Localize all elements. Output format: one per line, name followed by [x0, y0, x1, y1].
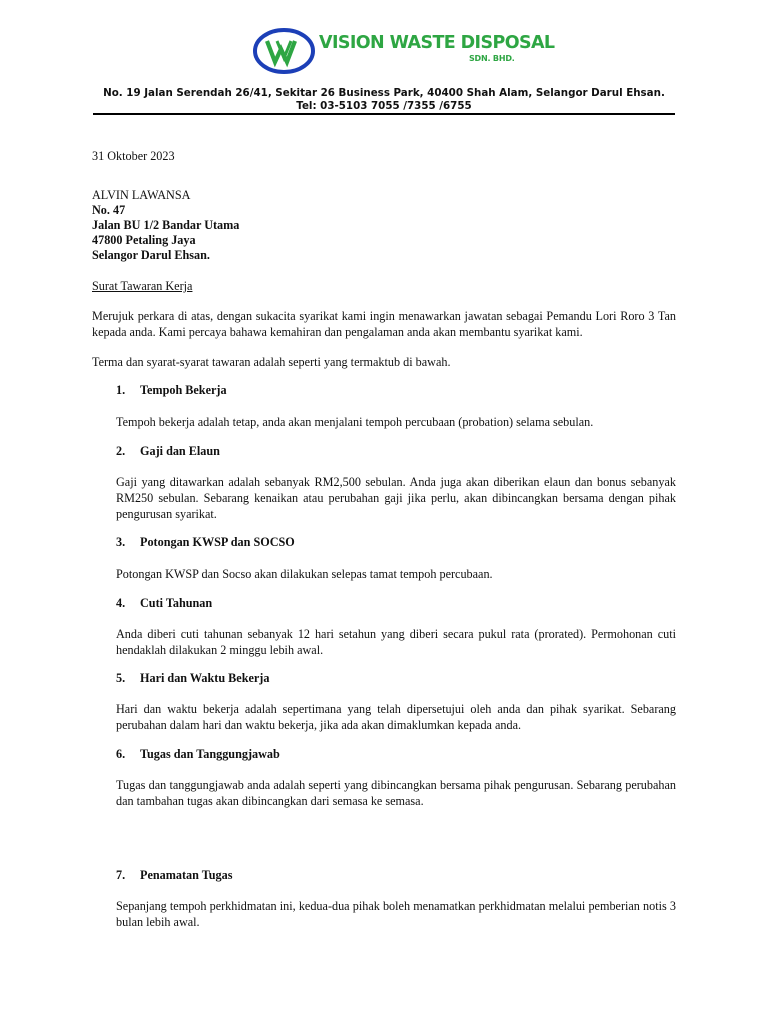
section-text: Tempoh bekerja adalah tetap, anda akan menjalani tempoh percubaan (probation) selama sebulan. [116, 415, 594, 429]
section-number: 5. [116, 671, 126, 685]
company-address: No. 19 Jalan Serendah 26/41, Sekitar 26 Business Park, 40400 Shah Alam, Selangor Darul Ehsan. [103, 87, 665, 99]
section-title: Cuti Tahunan [140, 596, 213, 610]
recipient-address-line: 47800 Petaling Jaya [92, 233, 196, 247]
section-number: 3. [116, 535, 126, 549]
letter-subject: Surat Tawaran Kerja [92, 279, 193, 293]
recipient-name: ALVIN LAWANSA [92, 188, 191, 202]
section-title: Tugas dan Tanggungjawab [140, 747, 280, 761]
section-number: 4. [116, 596, 126, 610]
section-number: 6. [116, 747, 126, 761]
section-title: Hari dan Waktu Bekerja [140, 671, 270, 685]
section-number: 1. [116, 383, 126, 397]
vw-logo-icon [253, 28, 315, 74]
company-phone: Tel: 03-5103 7055 /7355 /6755 [296, 100, 472, 112]
section-title: Potongan KWSP dan SOCSO [140, 535, 295, 549]
recipient-address-line: Jalan BU 1/2 Bandar Utama [92, 218, 240, 232]
section-title: Tempoh Bekerja [140, 383, 227, 397]
section-number: 7. [116, 868, 126, 882]
company-suffix: SDN. BHD. [469, 54, 515, 63]
section-text: Hari dan waktu bekerja adalah sepertimana yang telah dipersetujui oleh anda dan pihak syarikat. Sebarang perubahan dalam hari dan waktu bekerja, jika ada akan dimaklumkan kepada anda. [116, 702, 676, 732]
section-number: 2. [116, 444, 126, 458]
section-text: Sepanjang tempoh perkhidmatan ini, kedua-dua pihak boleh menamatkan perkhidmatan melalui pemberian notis 3 bulan lebih awal. [116, 899, 676, 929]
section-title: Gaji dan Elaun [140, 444, 220, 458]
company-name: VISION WASTE DISPOSAL [319, 33, 555, 53]
letterhead-divider [93, 113, 675, 115]
terms-intro: Terma dan syarat-syarat tawaran adalah seperti yang termaktub di bawah. [92, 355, 451, 369]
section-text: Gaji yang ditawarkan adalah sebanyak RM2,500 sebulan. Anda juga akan diberikan elaun dan bonus sebanyak RM250 sebulan. Sebarang kenaikan atau perubahan gaji jika perlu, akan dibincangkan bersama dengan pihak pengurusan syarikat. [116, 475, 676, 521]
section-text: Anda diberi cuti tahunan sebanyak 12 hari setahun yang diberi secara pukul rata (prorated). Permohonan cuti hendaklah dilakukan 2 minggu lebih awal. [116, 627, 676, 657]
section-text: Potongan KWSP dan Socso akan dilakukan selepas tamat tempoh percubaan. [116, 567, 493, 581]
section-title: Penamatan Tugas [140, 868, 233, 882]
intro-paragraph: Merujuk perkara di atas, dengan sukacita syarikat kami ingin menawarkan jawatan sebagai Pemandu Lori Roro 3 Tan kepada anda. Kami percaya bahawa kemahiran dan pengalaman anda akan membantu syarikat kami. [92, 309, 676, 339]
section-text: Tugas dan tanggungjawab anda adalah seperti yang dibincangkan bersama pihak pengurusan. Sebarang perubahan dan tambahan tugas akan dibincangkan dari semasa ke semasa. [116, 778, 676, 808]
letter-date: 31 Oktober 2023 [92, 149, 175, 163]
recipient-address-line: No. 47 [92, 203, 126, 217]
recipient-address-line: Selangor Darul Ehsan. [92, 248, 210, 262]
company-logo [253, 28, 555, 80]
